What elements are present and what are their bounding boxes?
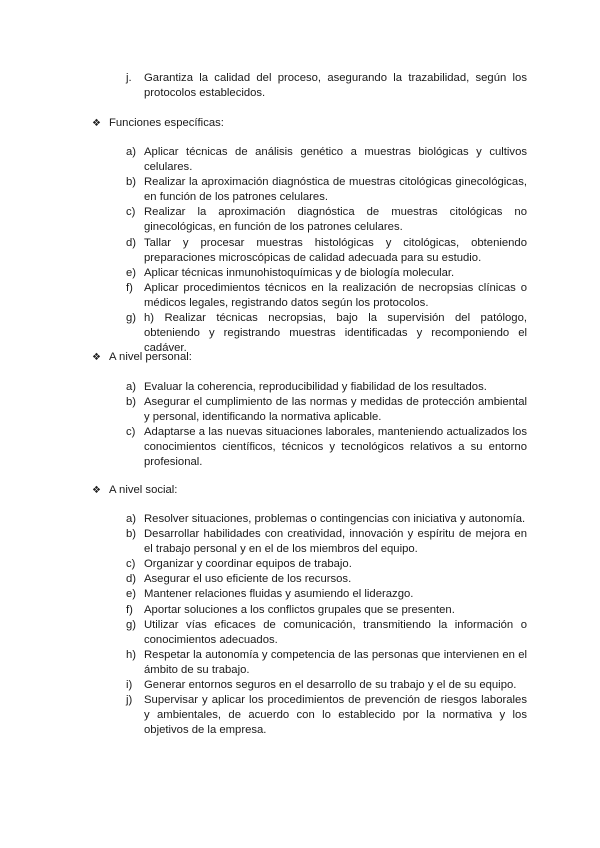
- list-marker: g): [126, 312, 137, 325]
- list-marker: e): [126, 588, 137, 601]
- list-item: [0, 395, 527, 425]
- list-marker: i): [126, 679, 133, 692]
- list-marker: h): [126, 648, 137, 661]
- diamond-bullet-icon: ❖: [92, 118, 101, 129]
- list-item: [0, 648, 527, 678]
- list-item-text: Supervisar y aplicar los procedimientos de prevención de riesgos laborales y ambientales, de acuerdo con lo establecido por la normativa y los objetivos de la empresa.: [144, 694, 527, 737]
- list-item: [0, 281, 527, 311]
- list-item: [0, 236, 527, 266]
- section-list: [0, 145, 600, 356]
- list-item: [0, 678, 527, 693]
- list-item: [0, 618, 527, 648]
- list-item-text: Garantiza la calidad del proceso, asegurando la trazabilidad, según los protocolos establecidos.: [144, 72, 527, 100]
- list-item-text: Adaptarse a las nuevas situaciones laborales, manteniendo actualizados los conocimientos científicos, técnicos y tecnológicos relativos a su entorno profesional.: [144, 426, 527, 469]
- list-marker: c): [126, 558, 136, 571]
- section-heading-text: Funciones específicas:: [109, 117, 224, 129]
- section-heading-text: A nivel social:: [109, 484, 178, 496]
- list-marker: d): [126, 573, 137, 586]
- list-marker: j.: [126, 72, 132, 84]
- section-heading: [0, 483, 600, 498]
- list-item: [0, 380, 527, 395]
- list-marker: a): [126, 513, 137, 525]
- list-marker: j): [126, 694, 133, 707]
- list-item: [0, 693, 527, 738]
- list-item-text: Desarrollar habilidades con creatividad, innovación y espíritu de mejora en el trabajo personal y en el de los miembros del equipo.: [144, 528, 527, 556]
- diamond-bullet-icon: ❖: [92, 352, 101, 363]
- list-marker: b): [126, 528, 137, 541]
- section-nivel-personal: [0, 350, 600, 471]
- list-item-text: Aplicar procedimientos técnicos en la realización de necropsias clínicas o médicos legales, registrando datos según los protocolos.: [144, 281, 527, 309]
- list-item: [0, 175, 527, 205]
- list-item-text: Tallar y procesar muestras histológicas y citológicas, obteniendo preparaciones microscópicas de calidad adecuada para su estudio.: [144, 236, 527, 264]
- list-marker: f): [126, 603, 133, 616]
- list-item-text: Aplicar técnicas de análisis genético a muestras biológicas y cultivos celulares.: [144, 146, 527, 174]
- list-marker: c): [126, 426, 136, 439]
- list-item-text: Resolver situaciones, problemas o contingencias con iniciativa y autonomía.: [144, 513, 526, 525]
- list-item-text: Aplicar técnicas inmunohistoquímicas y de biología molecular.: [144, 266, 455, 279]
- section-heading-text: A nivel personal:: [109, 351, 192, 363]
- diamond-bullet-icon: ❖: [92, 485, 101, 496]
- list-item-text: Generar entornos seguros en el desarrollo de su trabajo y el de su equipo.: [144, 679, 517, 692]
- continued-list: [0, 71, 600, 101]
- list-item-text: Aportar soluciones a los conflictos grupales que se presenten.: [144, 603, 455, 616]
- list-item: [0, 266, 527, 281]
- list-item: [0, 572, 527, 587]
- list-item: [0, 145, 527, 175]
- list-marker: b): [126, 176, 137, 189]
- list-item: [0, 425, 527, 470]
- list-marker: a): [126, 146, 137, 158]
- list-marker: f): [126, 281, 133, 294]
- section-heading: [0, 350, 600, 365]
- section-list: [0, 380, 600, 471]
- list-item-text: Realizar la aproximación diagnóstica de muestras citológicas no ginecológicas, en función de los patrones celulares.: [144, 206, 527, 234]
- list-item: [0, 512, 527, 527]
- list-item: [0, 587, 527, 602]
- list-marker: g): [126, 618, 137, 631]
- section-list: [0, 512, 600, 738]
- list-item-j: [0, 71, 527, 101]
- list-item-text: Respetar la autonomía y competencia de las personas que intervienen en el ámbito de su trabajo.: [144, 648, 527, 676]
- list-marker: b): [126, 396, 137, 409]
- list-item-text: Realizar la aproximación diagnóstica de muestras citológicas ginecológicas, en función de los patrones celulares.: [144, 176, 527, 204]
- list-item-text: Utilizar vías eficaces de comunicación, transmitiendo la información o conocimientos adecuados.: [144, 618, 527, 646]
- list-item-text: h) Realizar técnicas necropsias, bajo la supervisión del patólogo, obteniendo y registrando muestras identificadas y recomponiendo el cadáver.: [144, 312, 527, 355]
- list-marker: c): [126, 206, 136, 219]
- list-item: [0, 603, 527, 618]
- list-marker: e): [126, 266, 137, 279]
- list-item-text: Asegurar el uso eficiente de los recursos.: [144, 573, 352, 586]
- list-item: [0, 527, 527, 557]
- list-item: [0, 557, 527, 572]
- list-item: [0, 205, 527, 235]
- list-item-text: Asegurar el cumplimiento de las normas y medidas de protección ambiental y personal, identificando la normativa aplicable.: [144, 396, 527, 424]
- list-marker: d): [126, 236, 137, 249]
- list-item-text: Evaluar la coherencia, reproducibilidad y fiabilidad de los resultados.: [144, 381, 487, 393]
- section-nivel-social: [0, 483, 600, 738]
- list-item-text: Mantener relaciones fluidas y asumiendo el liderazgo.: [144, 588, 414, 601]
- list-marker: a): [126, 381, 137, 393]
- section-heading: [0, 116, 600, 131]
- list-item-text: Organizar y coordinar equipos de trabajo.: [144, 558, 352, 571]
- section-funciones-especificas: [0, 116, 600, 356]
